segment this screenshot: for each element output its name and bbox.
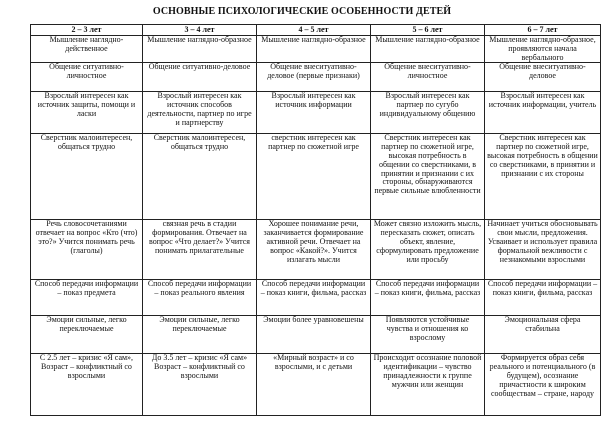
table-cell: Общение внеситуативно-личностное — [371, 63, 485, 92]
table-cell: С 2.5 лет – кризис «Я сам», Возраст – конфликтный со взрослыми — [31, 354, 143, 416]
table-cell: Сверстник интересен как партнер по сюжетной игре, высокая потребность в общении со сверстниками, в принятии и признании с их стороны — [485, 134, 601, 220]
table-cell: сверстник интересен как партнер по сюжетной игре — [257, 134, 371, 220]
table-cell: Сверстник интересен как партнер по сюжетной игре, высокая потребность в общении со сверстниками, в принятии и признании с их стороны, обнаруживаются первые сильные влюбленности — [371, 134, 485, 220]
psychology-table — [30, 24, 601, 416]
table-cell: Способ передачи информации – показ предмета — [31, 280, 143, 316]
table-row-emotions — [31, 316, 601, 354]
table-cell: Общение внеситуативно-деловое — [485, 63, 601, 92]
header-age-3-4: 3 – 4 лет — [143, 25, 257, 36]
table-cell: Мышление наглядно-образное — [371, 36, 485, 63]
table-cell: Способ передачи информации – показ реального явления — [143, 280, 257, 316]
table-cell: Взрослый интересен как источник информации — [257, 92, 371, 134]
table-row-speech — [31, 220, 601, 280]
table-cell: Сверстник малоинтересен, общаться трудно — [143, 134, 257, 220]
table-row-peer — [31, 134, 601, 220]
table-cell: Эмоции сильные, легко переключаемые — [31, 316, 143, 354]
table-cell: Формируется образ себя реального и потенциального (в будущем), осознание причастности к широким сообществам – стране, народу — [485, 354, 601, 416]
document-title: ОСНОВНЫЕ ПСИХОЛОГИЧЕСКИЕ ОСОБЕННОСТИ ДЕТЕЙ — [152, 6, 452, 17]
table-cell: Эмоции более уравновешены — [257, 316, 371, 354]
table-cell: Речь словосочетаниями отвечает на вопрос «Кто (что) это?» Учится понимать речь (глаголы) — [31, 220, 143, 280]
table-cell: Появляются устойчивые чувства и отношения ко взрослому — [371, 316, 485, 354]
table-header-row — [31, 25, 601, 36]
table-cell: Взрослый интересен как источник информации, учитель — [485, 92, 601, 134]
table-cell: Мышление наглядно-образное — [143, 36, 257, 63]
table-row-information — [31, 280, 601, 316]
table-cell: связная речь в стадии формирования. Отвечает на вопрос «Что делает?» Учится понимать прилагательные — [143, 220, 257, 280]
table-cell: Общение ситуативно-деловое — [143, 63, 257, 92]
table-cell: Способ передачи информации – показ книги, фильма, рассказ — [485, 280, 601, 316]
table-cell: Может связно изложить мысль, пересказать сюжет, описать объект, явление, сформулировать предложение или просьбу — [371, 220, 485, 280]
table-cell: Способ передачи информации – показ книги, фильма, рассказ — [257, 280, 371, 316]
table-cell: Мышление наглядно-образное, проявляются начала вербального — [485, 36, 601, 63]
table-cell: До 3.5 лет – кризис «Я сам» Возраст – конфликтный со взрослыми — [143, 354, 257, 416]
table-cell: Начинает учиться обосновывать свои мысли, предложения. Усваивает и использует правила формальной вежливости с незнакомыми взрослыми — [485, 220, 601, 280]
table-cell: Эмоциональная сфера стабильна — [485, 316, 601, 354]
table-cell: Хорошее понимание речи, заканчивается формирование активной речи. Отвечает на вопрос «Какой?». Учится излагать мысли — [257, 220, 371, 280]
header-age-6-7: 6 – 7 лет — [485, 25, 601, 36]
table-row-thinking — [31, 36, 601, 63]
header-age-4-5: 4 – 5 лет — [257, 25, 371, 36]
table-cell: «Мирный возраст» и со взрослыми, и с детьми — [257, 354, 371, 416]
table-cell: Мышление наглядно-образное — [257, 36, 371, 63]
table-row-adult — [31, 92, 601, 134]
table-cell: Сверстник малоинтересен, общаться трудно — [31, 134, 143, 220]
table-row-communication — [31, 63, 601, 92]
table-row-crisis — [31, 354, 601, 416]
table-cell: Общение ситуативно-личностное — [31, 63, 143, 92]
header-age-5-6: 5 – 6 лет — [371, 25, 485, 36]
table-cell: Эмоции сильные, легко переключаемые — [143, 316, 257, 354]
table-cell: Взрослый интересен как источник способов деятельности, партнер по игре и партнерству — [143, 92, 257, 134]
table-cell: Взрослый интересен как источник защиты, помощи и ласки — [31, 92, 143, 134]
header-age-2-3: 2 – 3 лет — [31, 25, 143, 36]
table-cell: Взрослый интересен как партнер по сугубо индивидуальному общению — [371, 92, 485, 134]
table-cell: Мышление наглядно-действенное — [31, 36, 143, 63]
table-cell: Происходит осознание половой идентификации – чувство принадлежности к группе мужчин или женщин — [371, 354, 485, 416]
table-cell: Общение внеситуативно-деловое (первые признаки) — [257, 63, 371, 92]
table-cell: Способ передачи информации – показ книги, фильма, рассказ — [371, 280, 485, 316]
